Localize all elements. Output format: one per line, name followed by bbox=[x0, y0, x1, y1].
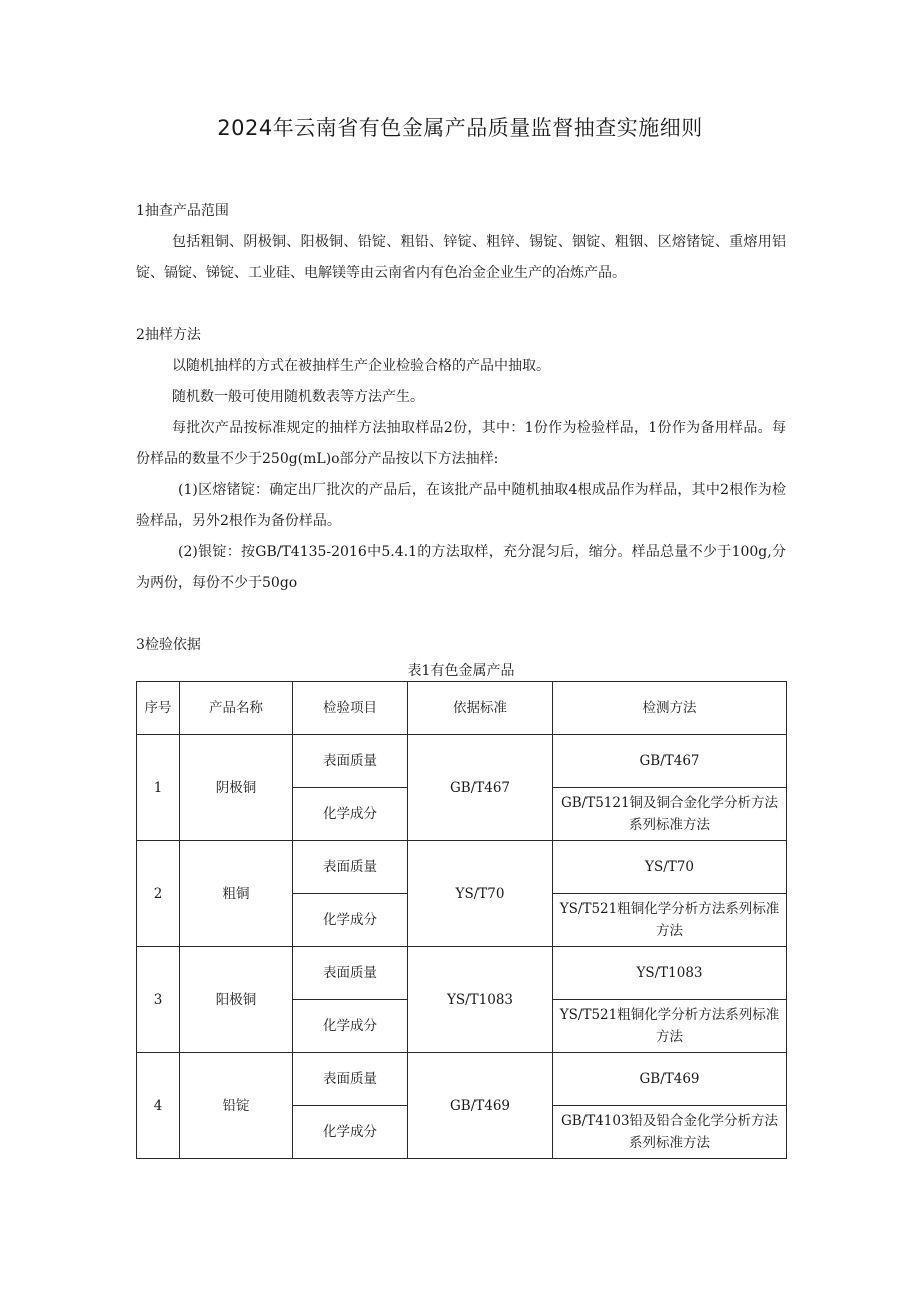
cell-method: GB/T467 bbox=[553, 735, 787, 788]
document-body bbox=[136, 196, 786, 1159]
cell-no: 3 bbox=[137, 947, 180, 1053]
page-title: 2024年云南省有色金属产品质量监督抽查实施细则 bbox=[217, 116, 703, 140]
cell-item: 表面质量 bbox=[293, 841, 408, 894]
table-row bbox=[137, 841, 787, 894]
table-row bbox=[137, 735, 787, 788]
cell-product: 阴极铜 bbox=[180, 735, 293, 841]
cell-item: 化学成分 bbox=[293, 1106, 408, 1159]
sampling-paragraph-2: 随机数一般可使用随机数表等方法产生。 bbox=[172, 389, 424, 405]
cell-standard: GB/T469 bbox=[408, 1053, 553, 1159]
cell-standard: GB/T467 bbox=[408, 735, 553, 841]
header-no: 序号 bbox=[137, 682, 180, 735]
header-standard: 依据标准 bbox=[408, 682, 553, 735]
cell-method: GB/T4103铅及铅合金化学分析方法系列标准方法 bbox=[553, 1106, 787, 1159]
cell-item: 化学成分 bbox=[293, 1000, 408, 1053]
section-heading-scope: 1抽查产品范围 bbox=[136, 203, 229, 219]
sampling-item-silver: (2)银锭：按GB/T4135-2016中5.4.1的方法取样，充分混匀后，缩分。样品总量不少于100g,分为两份，每份不少于50go bbox=[136, 544, 786, 591]
cell-item: 表面质量 bbox=[293, 1053, 408, 1106]
cell-product: 粗铜 bbox=[180, 841, 293, 947]
cell-standard: YS/T70 bbox=[408, 841, 553, 947]
cell-no: 1 bbox=[137, 735, 180, 841]
cell-item: 化学成分 bbox=[293, 894, 408, 947]
header-item: 检验项目 bbox=[293, 682, 408, 735]
table-row bbox=[137, 947, 787, 1000]
sampling-paragraph-1: 以随机抽样的方式在被抽样生产企业检验合格的产品中抽取。 bbox=[172, 358, 550, 374]
table-caption: 表1有色金属产品 bbox=[407, 663, 515, 679]
cell-product: 阳极铜 bbox=[180, 947, 293, 1053]
product-table bbox=[136, 681, 787, 1159]
cell-item: 表面质量 bbox=[293, 735, 408, 788]
sampling-item-germanium: (1)区熔锗锭：确定出厂批次的产品后，在该批产品中随机抽取4根成品作为样品，其中2根作为检验样品，另外2根作为备份样品。 bbox=[136, 482, 786, 529]
section-heading-basis: 3检验依据 bbox=[136, 637, 201, 653]
cell-method: YS/T521粗铜化学分析方法系列标准方法 bbox=[553, 1000, 787, 1053]
cell-no: 2 bbox=[137, 841, 180, 947]
scope-paragraph: 包括粗铜、阴极铜、阳极铜、铅锭、粗铅、锌锭、粗锌、锡锭、铟锭、粗铟、区熔锗锭、重熔用铝锭、镉锭、锑锭、工业硅、电解镁等由云南省内有色冶金企业生产的冶炼产品。 bbox=[136, 234, 786, 281]
cell-method: GB/T469 bbox=[553, 1053, 787, 1106]
cell-standard: YS/T1083 bbox=[408, 947, 553, 1053]
spacer bbox=[136, 599, 786, 630]
header-method: 检测方法 bbox=[553, 682, 787, 735]
section-heading-sampling: 2抽样方法 bbox=[136, 327, 201, 343]
table-row bbox=[137, 1053, 787, 1106]
table-header-row bbox=[137, 682, 787, 735]
cell-product: 铅锭 bbox=[180, 1053, 293, 1159]
cell-item: 表面质量 bbox=[293, 947, 408, 1000]
cell-method: YS/T521粗铜化学分析方法系列标准方法 bbox=[553, 894, 787, 947]
cell-method: YS/T1083 bbox=[553, 947, 787, 1000]
cell-method: GB/T5121铜及铜合金化学分析方法系列标准方法 bbox=[553, 788, 787, 841]
cell-item: 化学成分 bbox=[293, 788, 408, 841]
sampling-paragraph-3: 每批次产品按标准规定的抽样方法抽取样品2份，其中：1份作为检验样品，1份作为备用样品。每份样品的数量不少于250g(mL)o部分产品按以下方法抽样: bbox=[136, 420, 786, 467]
cell-method: YS/T70 bbox=[553, 841, 787, 894]
spacer bbox=[136, 289, 786, 320]
cell-no: 4 bbox=[137, 1053, 180, 1159]
header-product: 产品名称 bbox=[180, 682, 293, 735]
